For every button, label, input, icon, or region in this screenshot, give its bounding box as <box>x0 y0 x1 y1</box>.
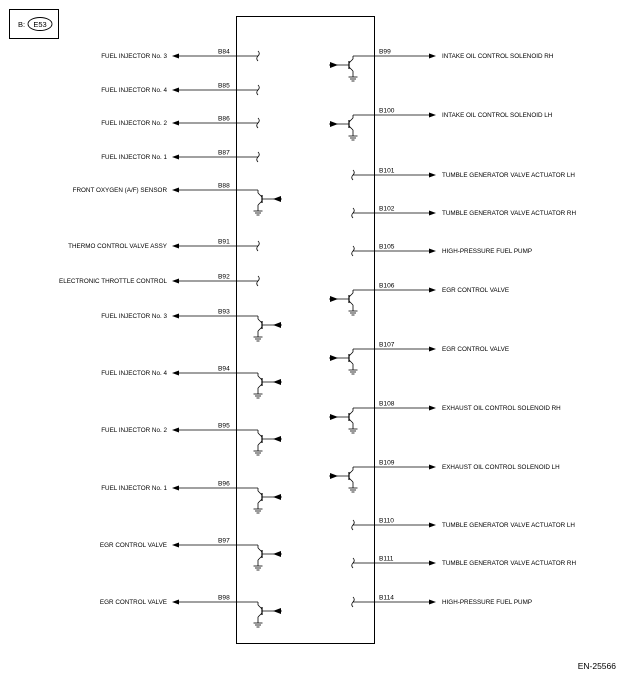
left-pin-label: EGR CONTROL VALVE <box>99 542 167 550</box>
left-pin-b98 <box>100 595 282 628</box>
left-pin-group <box>59 49 282 628</box>
right-pin-label: TUMBLE GENERATOR VALVE ACTUATOR LH <box>442 172 575 180</box>
right-pin-b109 <box>329 460 560 493</box>
right-pin-b114 <box>352 595 532 608</box>
right-pin-b101 <box>352 168 576 181</box>
right-pin-b108 <box>329 401 561 434</box>
right-pin-b106 <box>329 283 509 316</box>
left-pin-label: THERMO CONTROL VALVE ASSY <box>68 243 167 251</box>
left-pin-b95 <box>101 423 282 456</box>
left-pin-label: FUEL INJECTOR No. 2 <box>101 120 167 128</box>
connector-prefix: B: <box>18 20 26 29</box>
pin-number: B106 <box>379 282 395 290</box>
pin-number: B84 <box>218 48 230 56</box>
pin-number: B91 <box>218 238 230 246</box>
right-pin-b102 <box>352 206 577 219</box>
left-pin-b96 <box>101 481 282 514</box>
pin-number: B110 <box>379 517 394 525</box>
pin-number: B99 <box>379 48 391 56</box>
right-pin-label: INTAKE OIL CONTROL SOLENOID RH <box>442 53 554 61</box>
left-pin-b97 <box>100 538 282 571</box>
pin-number: B109 <box>379 459 395 467</box>
left-pin-label: FUEL INJECTOR No. 2 <box>101 427 167 435</box>
left-pin-label: FUEL INJECTOR No. 3 <box>101 53 167 61</box>
right-pin-label: TUMBLE GENERATOR VALVE ACTUATOR LH <box>442 522 575 530</box>
left-pin-label: ELECTRONIC THROTTLE CONTROL <box>59 278 167 286</box>
left-pin-b84 <box>101 49 259 62</box>
right-pin-label: TUMBLE GENERATOR VALVE ACTUATOR RH <box>442 210 577 218</box>
reference-code: EN-25566 <box>577 661 616 671</box>
pin-number: B100 <box>379 107 395 115</box>
pin-number: B88 <box>218 182 230 190</box>
left-pin-label: FUEL INJECTOR No. 4 <box>101 87 167 95</box>
pin-number: B95 <box>218 422 230 430</box>
left-pin-b88 <box>73 183 282 216</box>
pin-number: B107 <box>379 341 395 349</box>
pin-number: B114 <box>379 594 394 602</box>
pin-number: B85 <box>218 82 230 90</box>
pin-number: B98 <box>218 594 230 602</box>
right-pin-b99 <box>329 49 554 82</box>
left-pin-b85 <box>101 83 259 96</box>
left-pin-b93 <box>101 309 282 342</box>
pin-number: B97 <box>218 537 230 545</box>
right-pin-b111 <box>352 556 577 569</box>
ecm-box <box>237 17 375 644</box>
left-pin-label: FRONT OXYGEN (A/F) SENSOR <box>72 187 167 195</box>
right-pin-label: EXHAUST OIL CONTROL SOLENOID LH <box>442 464 560 472</box>
right-pin-label: INTAKE OIL CONTROL SOLENOID LH <box>442 112 553 120</box>
pin-number: B108 <box>379 400 395 408</box>
right-pin-b105 <box>352 244 532 257</box>
pin-number: B111 <box>379 555 394 563</box>
connector-id: E53 <box>33 19 47 29</box>
left-pin-b87 <box>101 150 259 163</box>
left-pin-label: FUEL INJECTOR No. 3 <box>101 313 167 321</box>
pin-number: B94 <box>218 365 230 373</box>
pin-number: B101 <box>379 167 395 175</box>
right-pin-label: EGR CONTROL VALVE <box>442 346 510 354</box>
left-pin-b92 <box>59 274 259 287</box>
right-pin-b110 <box>352 518 576 531</box>
right-pin-label: EXHAUST OIL CONTROL SOLENOID RH <box>442 405 561 413</box>
pin-number: B87 <box>218 149 230 157</box>
connector-tag <box>10 10 59 39</box>
left-pin-label: FUEL INJECTOR No. 1 <box>101 154 167 162</box>
right-pin-label: TUMBLE GENERATOR VALVE ACTUATOR RH <box>442 560 577 568</box>
pin-number: B96 <box>218 480 230 488</box>
left-pin-label: FUEL INJECTOR No. 1 <box>101 485 167 493</box>
right-pin-group <box>329 49 576 608</box>
pin-number: B93 <box>218 308 230 316</box>
right-pin-label: EGR CONTROL VALVE <box>442 287 510 295</box>
right-pin-b100 <box>329 108 553 141</box>
left-pin-b94 <box>101 366 282 399</box>
pin-number: B105 <box>379 243 395 251</box>
right-pin-label: HIGH-PRESSURE FUEL PUMP <box>442 248 533 256</box>
pin-number: B86 <box>218 115 230 123</box>
left-pin-label: EGR CONTROL VALVE <box>99 599 167 607</box>
left-pin-label: FUEL INJECTOR No. 4 <box>101 370 167 378</box>
left-pin-b91 <box>68 239 259 252</box>
right-pin-b107 <box>329 342 509 375</box>
pin-number: B92 <box>218 273 230 281</box>
pin-number: B102 <box>379 205 395 213</box>
left-pin-b86 <box>101 116 259 129</box>
right-pin-label: HIGH-PRESSURE FUEL PUMP <box>442 599 533 607</box>
